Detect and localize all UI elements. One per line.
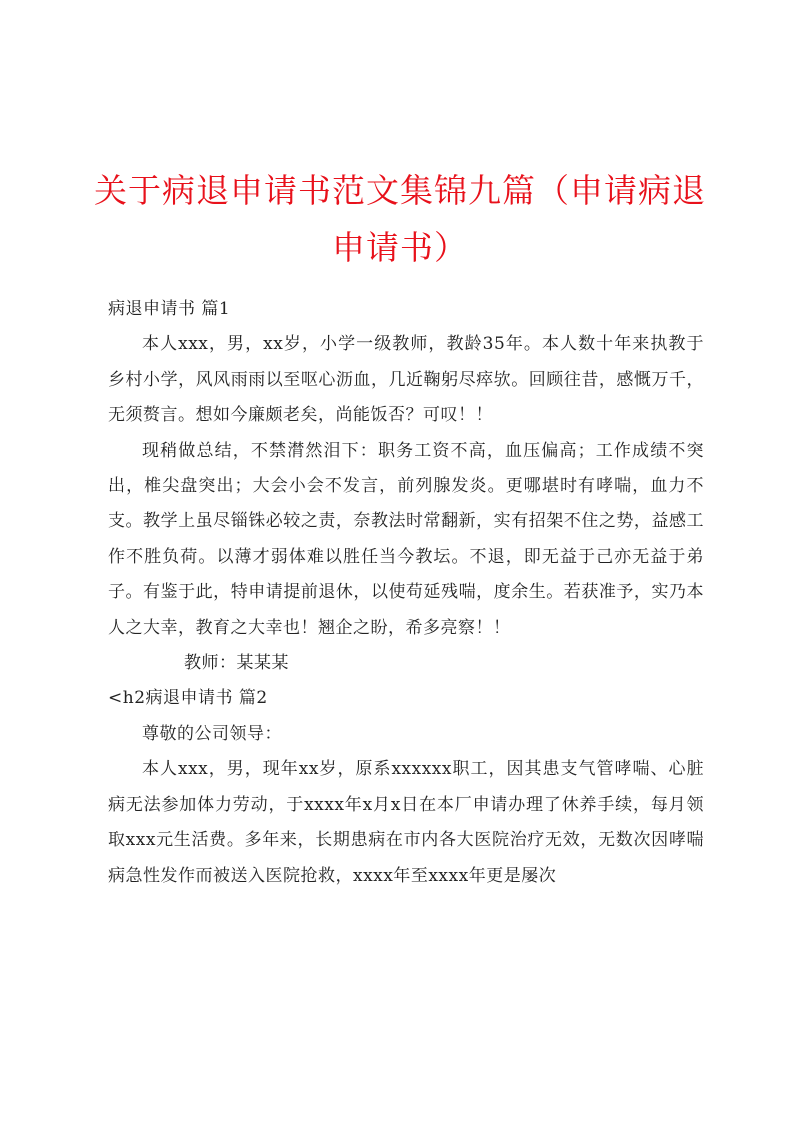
section-2-paragraph-1: 本人xxx，男，现年xx岁，原系xxxxxx职工，因其患支气管哮喘、心脏病无法参加体力劳动，于xxxx年x月x日在本厂申请办理了休养手续，每月领取xxx元生活费。多年来，长期患病在市内各大医院治疗无效，无数次因哮喘病急性发作而被送入医院抢救，xxxx年至xxxx年更是屡次 [108,759,704,886]
document-title: 关于病退申请书范文集锦九篇（申请病退申请书） [94,171,706,267]
section-1-signature: 教师：某某某 [184,653,289,674]
section-1-paragraph-2: 现稍做总结，不禁潸然泪下：职务工资不高，血压偏高；工作成绩不突出，椎尖盘突出；大会小会不发言，前列腺发炎。更哪堪时有哮喘，血力不支。教学上虽尽锱铢必较之责，奈教法时常翻新，实有招架不住之势，益感工作不胜负荷。以薄才弱体难以胜任当今教坛。不退，即无益于己亦无益于弟子。有鉴于此，特申请提前退休，以使苟延残喘，度余生。若获准予，实乃本人之大幸，教育之大幸也！翘企之盼，希多亮察！！ [108,440,704,638]
section-heading-2: <h2病退申请书 篇2 [108,688,268,709]
section-1-paragraph-1: 本人xxx，男，xx岁，小学一级教师，教龄35年。本人数十年来执教于乡村小学，风风雨雨以至呕心沥血，几近鞠躬尽瘁欤。回顾往昔，感慨万千，无须赘言。想如今廉颇老矣，尚能饭否？可叹！！ [108,334,704,426]
section-2-salutation: 尊敬的公司领导： [142,723,282,744]
document-body [108,292,704,894]
section-heading-1: 病退申请书 篇1 [108,299,231,319]
